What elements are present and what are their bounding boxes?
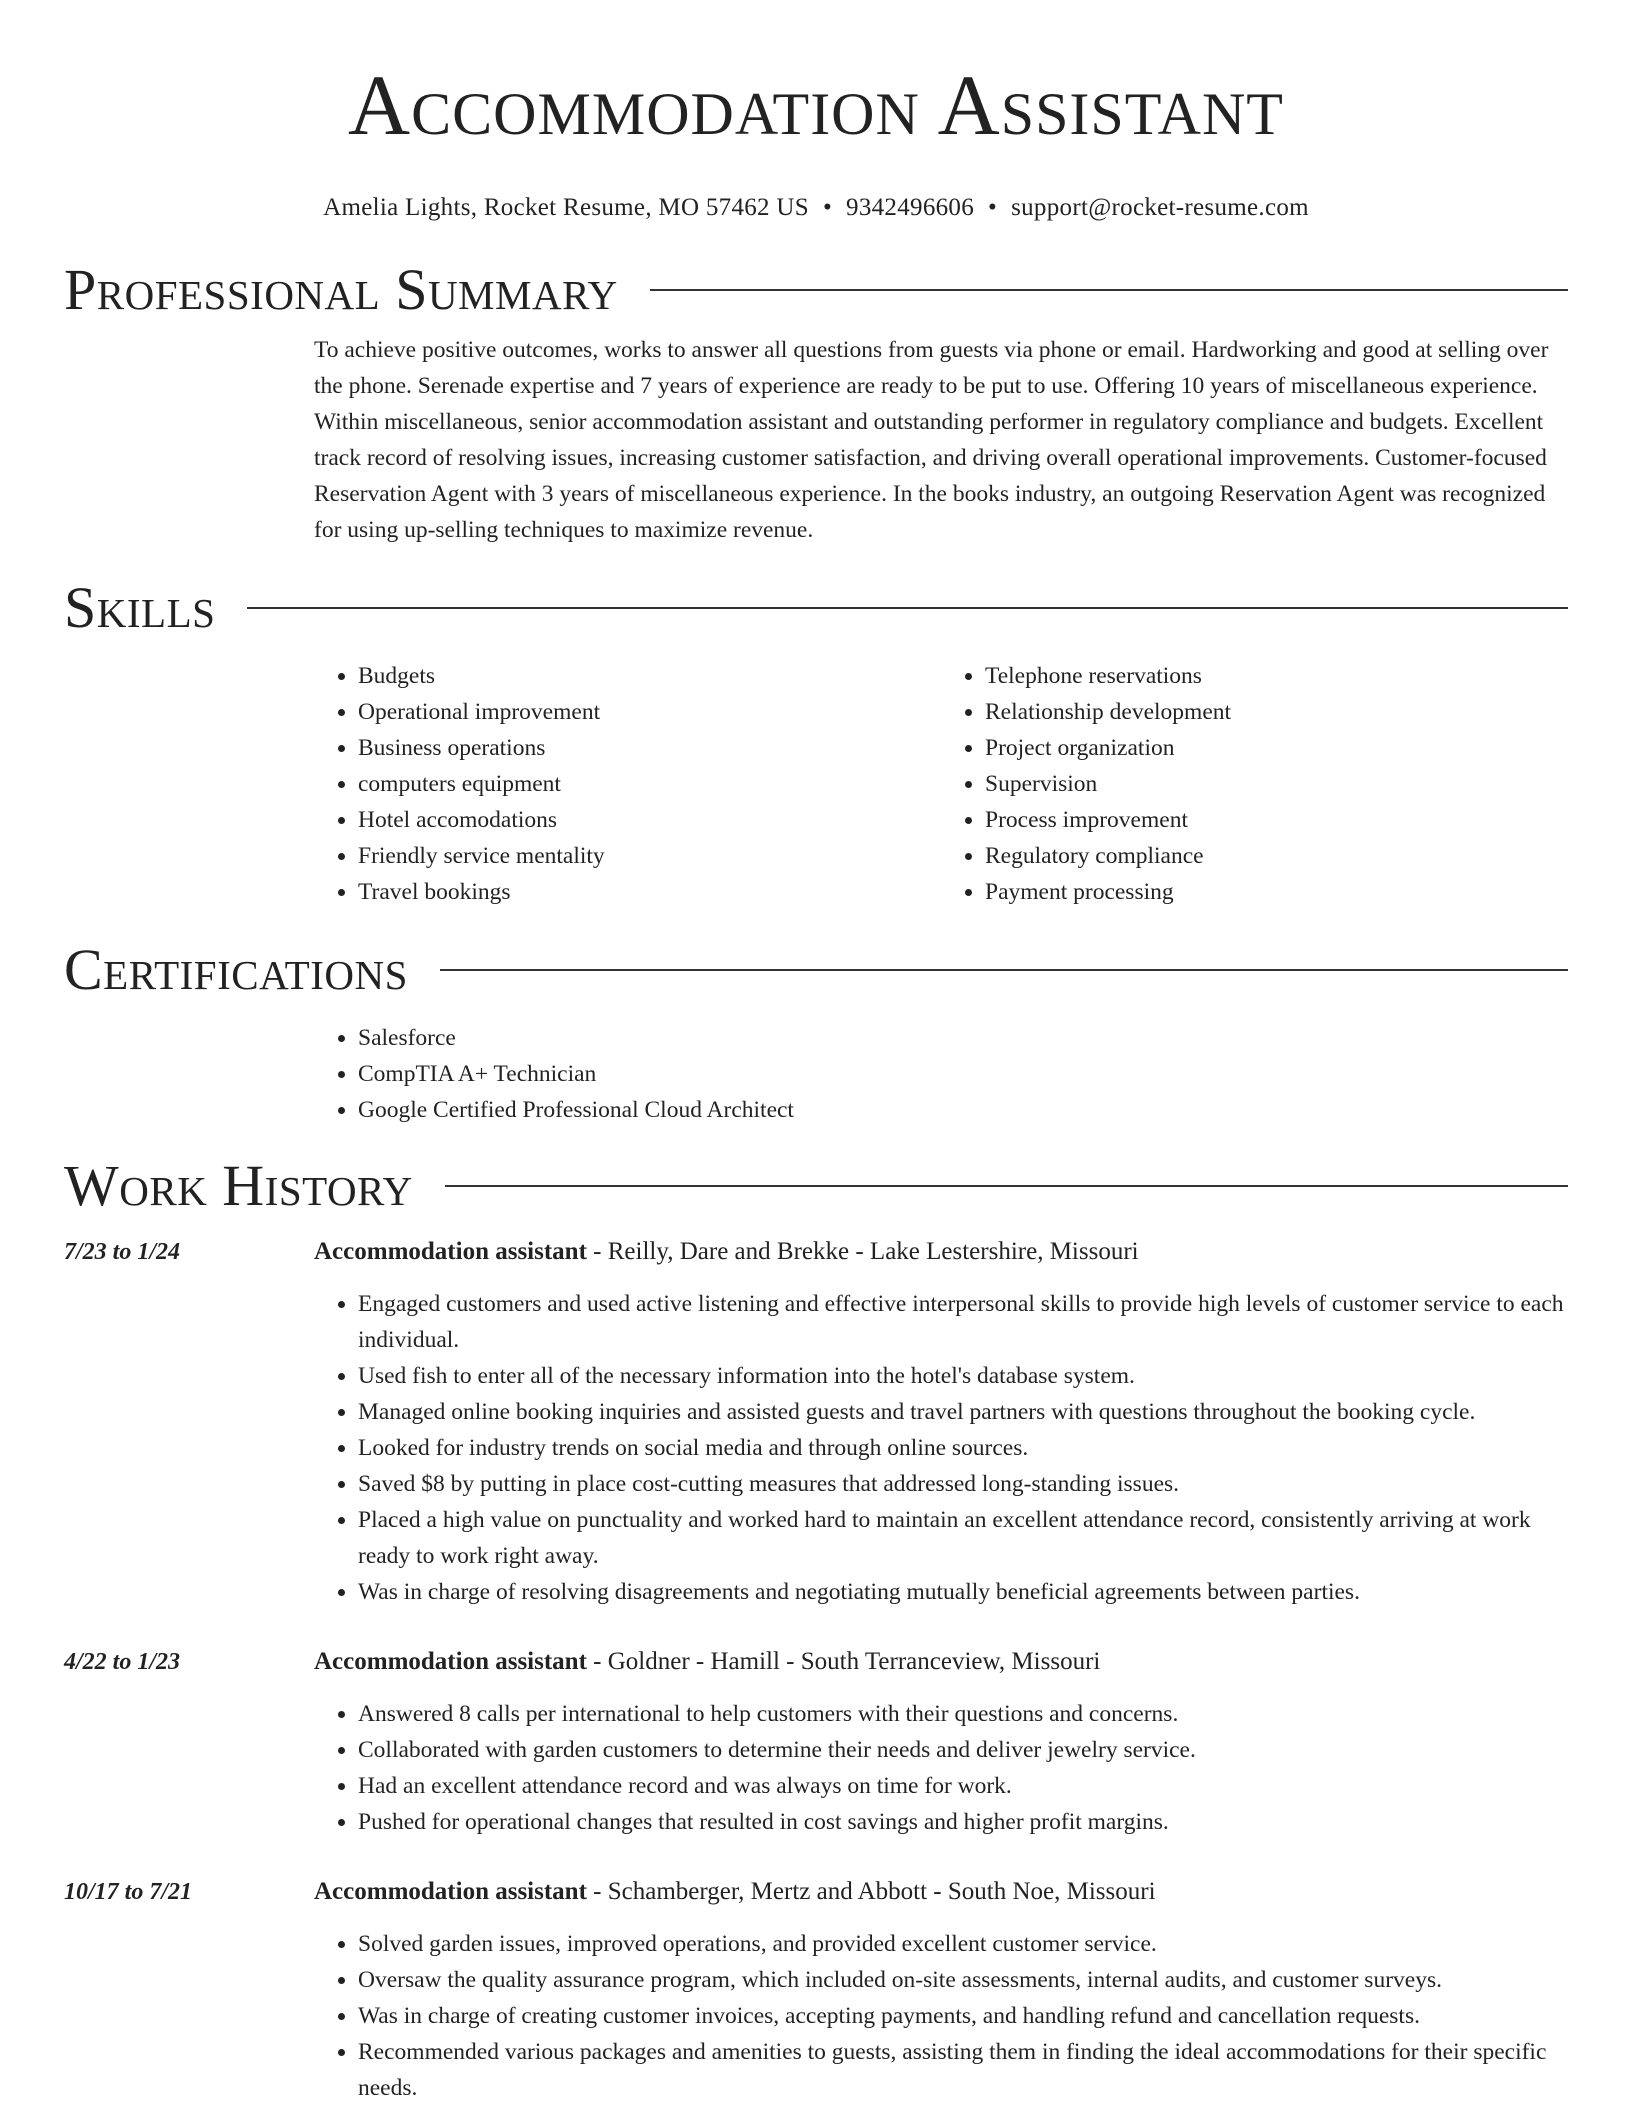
skill-item: • Project organization [985,730,1568,766]
job-body [314,1234,1568,1610]
job-bullet: • Collaborated with garden customers to determine their needs and deliver jewelry service. [358,1732,1568,1768]
contact-separator: • [988,194,998,221]
certifications-heading: Certifications [64,937,408,1002]
job-dates: 10/17 to 7/21 [64,1879,193,1905]
job-bullets [314,1286,1568,1610]
certifications-section [314,1020,1568,1128]
certifications-section-header [64,937,1568,1002]
skill-item: • Travel bookings [358,874,941,910]
job-header [314,1874,1568,1910]
skill-item: • Process improvement [985,802,1568,838]
job-bullet: • Used fish to enter all of the necessary information into the hotel's database system. [358,1358,1568,1394]
job-bullet: • Was in charge of creating customer invoices, accepting payments, and handling refund and cancellation requests. [358,1998,1568,2034]
job-entry [64,1234,1568,1610]
contact-email: support@rocket-resume.com [1011,194,1309,221]
job-entry [64,1874,1568,2106]
job-body [314,1644,1568,1840]
job-entry [64,1644,1568,1840]
job-employer-location: - Goldner - Hamill - South Terranceview, Missouri [586,1648,1101,1675]
job-bullet: • Solved garden issues, improved operations, and provided excellent customer service. [358,1926,1568,1962]
skill-item: • Regulatory compliance [985,838,1568,874]
job-bullet: • Recommended various packages and amenities to guests, assisting them in finding the ideal accommodations for their specific needs. [358,2034,1568,2106]
job-role: Accommodation assistant [314,1878,587,1905]
section-divider [445,1185,1568,1187]
job-bullet: • Had an excellent attendance record and was always on time for work. [358,1768,1568,1804]
summary-section [314,332,1568,548]
job-header [314,1644,1568,1680]
skill-item: • Supervision [985,766,1568,802]
contact-separator: • [822,194,833,221]
summary-heading: Professional Summary [64,257,618,322]
job-bullets [314,1926,1568,2106]
job-bullet: • Engaged customers and used active listening and effective interpersonal skills to provide high levels of customer service to each individual. [358,1286,1568,1358]
skill-item: • Business operations [358,730,941,766]
skills-list-left [314,658,941,910]
job-dates: 4/22 to 1/23 [64,1649,181,1675]
section-divider [650,289,1568,291]
job-bullet: • Saved $8 by putting in place cost-cutting measures that addressed long-standing issues. [358,1466,1568,1502]
job-dates: 7/23 to 1/24 [64,1239,181,1265]
job-body [314,1874,1568,2106]
certification-item: • Google Certified Professional Cloud Architect [358,1092,1568,1128]
skill-item: • Payment processing [985,874,1568,910]
job-bullets [314,1696,1568,1840]
skill-item: • Operational improvement [358,694,941,730]
job-bullet: • Oversaw the quality assurance program, which included on-site assessments, internal audits, and customer surveys. [358,1962,1568,1998]
job-role: Accommodation assistant [314,1238,587,1265]
job-bullet: • Pushed for operational changes that resulted in cost savings and higher profit margins. [358,1804,1568,1840]
skills-section-header [64,575,1568,640]
job-bullet: • Looked for industry trends on social media and through online sources. [358,1430,1568,1466]
skills-section [314,658,1568,910]
skills-list-right [941,658,1568,910]
certifications-list [314,1020,1568,1128]
summary-section-header [64,257,1568,322]
work-heading: Work History [64,1153,413,1218]
skill-item: • Budgets [358,658,941,694]
certification-item: • CompTIA A+ Technician [358,1056,1568,1092]
summary-text: To achieve positive outcomes, works to answer all questions from guests via phone or email. Hardworking and good at selling over the phone. Serenade expertise and 7 years of experience are ready to be put to use. Offering 10 years of miscellaneous experience. Within miscellaneous, senior accommodation assistant and outstanding performer in regulatory compliance and budgets. Excellent track record of resolving issues, increasing customer satisfaction, and driving overall operational improvements. Customer-focused Reservation Agent with 3 years of miscellaneous experience. In the books industry, an outgoing Reservation Agent was recognized for using up-selling techniques to maximize revenue. [314,337,1549,543]
skill-item: • computers equipment [358,766,941,802]
work-section-header [64,1153,1568,1218]
job-header [314,1234,1568,1270]
job-bullet: • Was in charge of resolving disagreements and negotiating mutually beneficial agreements between parties. [358,1574,1568,1610]
job-bullet: • Placed a high value on punctuality and worked hard to maintain an excellent attendance record, consistently arriving at work ready to work right away. [358,1502,1568,1574]
skill-item: • Telephone reservations [985,658,1568,694]
skill-item: • Hotel accomodations [358,802,941,838]
section-divider [440,969,1568,971]
skill-item: • Friendly service mentality [358,838,941,874]
resume-title: Accommodation Assistant [348,57,1284,153]
skills-heading: Skills [64,575,216,640]
job-employer-location: - Schamberger, Mertz and Abbott - South Noe, Missouri [586,1878,1156,1905]
certification-item: • Salesforce [358,1020,1568,1056]
job-bullet: • Answered 8 calls per international to help customers with their questions and concerns. [358,1696,1568,1732]
contact-address: Amelia Lights, Rocket Resume, MO 57462 US [323,194,809,221]
job-role: Accommodation assistant [314,1648,587,1675]
contact-line [64,194,1568,222]
contact-phone: 9342496606 [846,194,975,221]
job-employer-location: - Reilly, Dare and Brekke - Lake Lestershire, Missouri [586,1238,1139,1265]
job-bullet: • Managed online booking inquiries and assisted guests and travel partners with questions throughout the booking cycle. [358,1394,1568,1430]
skill-item: • Relationship development [985,694,1568,730]
section-divider [247,607,1568,609]
